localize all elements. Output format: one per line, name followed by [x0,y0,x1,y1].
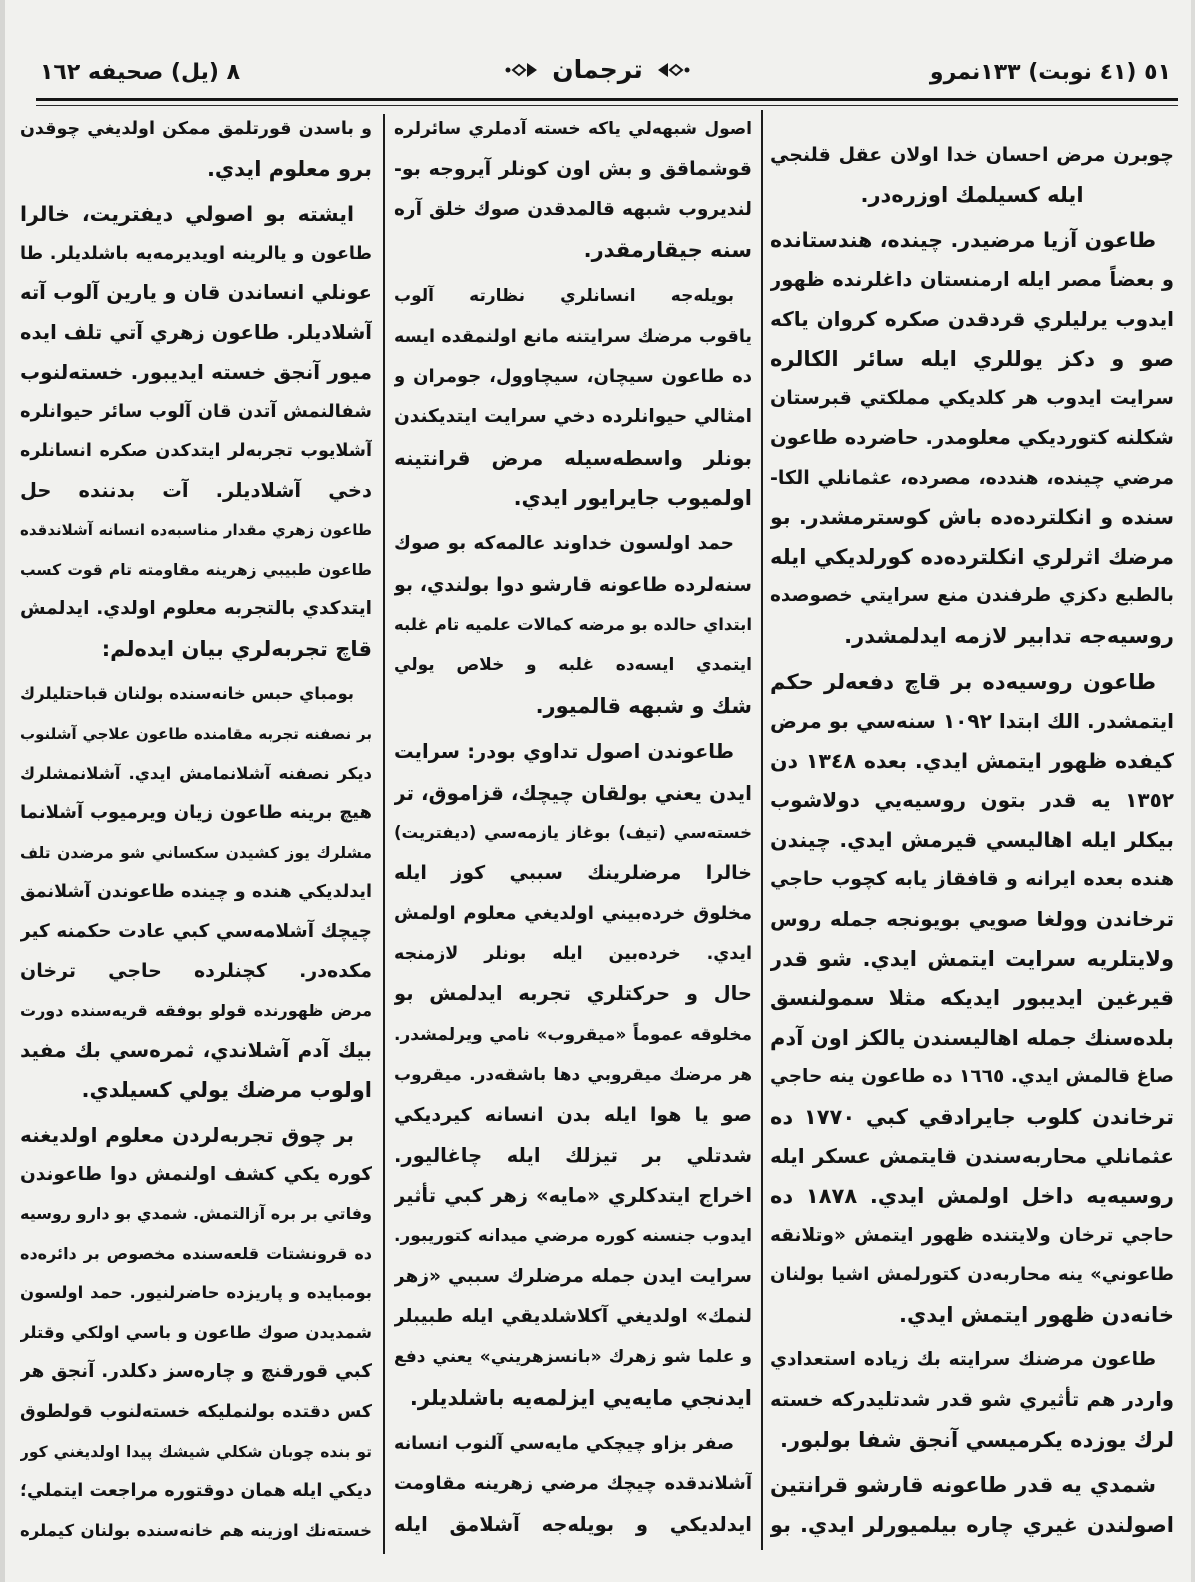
issue-number: ٥١ (٤١ نوبت) ١٣٣نمرو [929,60,1171,85]
text-line: طاعون مرضنك سرايته بك زياده استعدادي [770,1349,1156,1371]
text-line: طاعون زهري مقدار مناسبه‌ده انسانه آشلاندقده [20,521,372,540]
text-line: شفالنمش آتدن قان آلوب سائر حيوانلره [20,400,372,422]
text-line: اولوب مرضك يولي كسيلدي. [81,1077,372,1102]
text-line: شكلنه كتورديكي معلومدر. حاضرده طاعون [770,426,1174,450]
text-line: طاعون طبيبي زهرينه مقاومته تام قوت كسب [20,560,372,579]
text-line: ابتداي حالده بو مرضه كمالات علميه تام غلبه [394,615,752,635]
text-line: مرضك اثرلري انكلترده‌ده كورلديكي ايله [770,544,1174,569]
masthead [0,0,1195,110]
text-line: وفاتي بر بره آزالتمش. شمدي بو دارو روسيه [20,1204,372,1224]
text-line: اصولندن غيري چاره بيلميورلر ايدي. بو [770,1512,1174,1537]
text-line: بونلر واسطه‌سيله مرض قرانتينه [394,445,752,470]
column-rule-left [383,114,385,1554]
text-line: قيرغين ايديبور ايديكه مثلا سمولنسق [770,986,1174,1011]
text-line: لرك يوزده يكرميسي آنجق شفا بولبور. [780,1427,1174,1452]
text-line: بلده‌سنك جمله اهاليسندن يالكز اون آدم [770,1025,1174,1050]
text-line: بويله‌جه انسانلري نظارته آلوب [394,286,734,307]
text-line: صفر بزاو چيچكي مايه‌سي آلنوب انسانه [394,1434,734,1454]
text-line: سنده و انكلترده‌ده باش كوسترمشدر. بو [770,505,1174,530]
text-line: صو و دكز يوللري ايله سائر الكالره [770,346,1174,371]
text-line: سنه‌لرده طاعونه قارشو دوا بولندي، بو [394,573,752,596]
text-line: برو معلوم ايدي. [206,156,372,181]
text-line: مشلرك يوز كشيدن سكساني شو مرضدن تلف [20,843,372,862]
text-line: بومبايده و پاريزده حاضرلنيور. حمد اولسون [20,1283,372,1303]
text-line: طاعون آزيا مرضيدر. چينده، هندستانده [770,228,1156,253]
text-line: طاعون روسيه‌ده بر قاچ دفعه‌لر حكم [770,669,1156,694]
text-line: ترخاندن كلوب جايرادقي كبي ١٧٧٠ ده [770,1104,1174,1129]
text-line: لنمك» اولديغي آكلاشلديقي ايله طبيبلر [394,1305,752,1327]
text-line: ١٣٥٢ يه قدر بتون روسيه‌يي دولاشوب [770,788,1174,813]
text-line: ده طاعون سيچان، سيچاوول، جومران و [394,366,752,388]
text-line: كس دقتده بولنمليكه خسته‌لنوب قولطوق [20,1402,372,1422]
text-line: مكده‌در. كچنلرده حاجي ترخان [20,960,372,983]
text-line: طاعوني» ينه محاربه‌دن كتورلمش اشيا بولنان [770,1264,1174,1286]
masthead-rule-thick [36,98,1178,101]
text-line: بيك آدم آشلاندي، ثمره‌سي بك مفيد [20,1038,372,1063]
text-line: ديكي ايله همان دوقتوره مراجعت ايتملي؛ [20,1481,372,1502]
text-line: ايشته بو اصولي ديفتريت، خالرا [20,202,354,227]
text-line: سرايت ايدن جمله مرضلرك سببي «زهر [394,1265,752,1287]
text-line: سرايت ايدوب هر كلديكي مملكتي قبرستان [770,387,1174,410]
text-line: كوره يكي كشف اولنمش دوا طاعوندن [20,1163,372,1185]
text-line: بر چوق تجربه‌لردن معلوم اولديغنه [20,1123,354,1148]
text-line: اصول شبهه‌لي ياكه خسته آدملري سائرلره [394,119,752,139]
text-line: بر نصفنه تجربه مقامنده طاعون علاجي آشلنوب [20,724,372,743]
text-line: خسته‌سي (تيف) بوغاز يازمه‌سي (ديفتريت) [394,822,752,842]
text-line: قاچ تجربه‌لري بيان ايده‌لم: [101,636,372,661]
text-line: شمدي يه قدر طاعونه قارشو قرانتين [770,1473,1156,1498]
text-line: حاجي ترخان ولايتنده ظهور ايتمش «وتلانقه [770,1224,1174,1246]
text-line: حال و حركتلري تجربه ايدلمش بو [394,982,752,1006]
text-line: كيفده ظهور ايتمش ايدي. بعده ١٣٤٨ دن [770,748,1174,773]
text-line: صو يا هوا ايله بدن انسانه كيرديكي [394,1104,752,1127]
text-line: اولميوب جايرايور ايدي. [513,486,752,511]
text-line: آشلاندقده چيچك مرضي زهرينه مقاومت [394,1473,752,1495]
text-line: شدتلي بر تيزلك ايله چاغاليور. [394,1143,752,1167]
column-rule-right [761,110,763,1550]
text-line: ايتمدي ايسه‌ده غلبه و خلاص يولي [394,655,752,676]
text-line: خانه‌دن ظهور ايتمش ايدي. [898,1302,1174,1327]
scan-edge-left [0,0,5,1582]
text-line: آشلاديلر. طاعون زهري آتي تلف ايده [20,320,372,344]
text-line: ايدوب يرليلري قردقدن صكره كروان ياكه [770,307,1174,332]
text-line: آشلايوب تجربه‌لر ايتدكدن صكره انسانلره [20,441,372,462]
text-line: تو بنده چوبان شكلي شيشك پيدا اولديغني كور [20,1442,372,1461]
text-line: ميور آنجق خسته ايديبور. خسته‌لنوب [20,360,372,385]
text-line: ترخاندن وولغا صويي بويونجه جمله روس [770,906,1174,931]
text-line: ايتدكدي بالتجربه معلوم اولدي. ايدلمش [20,598,372,620]
text-line: كبي قورقنچ و چاره‌سز دكلدر. آنجق هر [20,1361,372,1383]
text-line: ايله كسيلمك اوزره‌در. [860,182,1084,207]
text-line: لنديروب شبهه قالمدقدن صوك خلق آره [394,198,752,220]
article-column-right [770,140,1174,1540]
text-line: و علما شو زهرك «بانسزهريني» يعني دفع [394,1347,752,1368]
text-line: مرضي چينده، هندده، مصرده، عثمانلي الكا- [770,466,1174,489]
text-line: و باسدن قورتلمق ممكن اولديغي چوقدن [20,119,372,139]
text-line: مخلوق خرده‌بيني اولديغي معلوم اولمش [394,902,752,924]
text-line: هيچ برينه طاعون زيان ويرميوب آشلانما [20,802,372,824]
scan-edge-right [1191,0,1195,1582]
text-line: امثالي حيوانلرده دخي سرايت ايتديكندن [394,406,752,428]
text-line: ولايتلريه سرايت ايتمش ايدي. شو قدر [770,946,1174,971]
text-line: ايدلديكي هنده و چينده طاعوندن آشلانمق [20,882,372,903]
text-line: ايدنجي مايه‌يي ايزلمه‌يه باشلديلر. [409,1385,752,1410]
text-line: چيچك آشلامه‌سي كبي عادت حكمنه كير [20,920,372,942]
text-line: عونلي انساندن قان و يارين آلوب آته [20,281,372,305]
text-line: چوبرن مرض احسان خدا اولان عقل قلنجي [770,144,1174,166]
masthead-rule-thin [36,105,1178,106]
text-line: واردر هم تأثيري شو قدر شدتليدركه خسته [770,1387,1174,1411]
text-line: هر مرضك ميقروبي دها باشقه‌در. ميقروب [394,1064,752,1085]
text-line: ديكر نصفنه آشلانمامش ايدي. آشلانمشلرك [20,763,372,783]
text-line: شك و شبهه قالميور. [535,693,752,718]
text-line: خسته‌نك اوزينه هم خانه‌سنده بولنان كيملره [20,1520,372,1540]
text-line: صاغ قالمش ايدي. ١٦٦٥ ده طاعون ينه حاجي [770,1066,1174,1088]
text-line: روسيه‌جه تدابير لازمه ايدلمشدر. [844,623,1174,648]
text-line: ايدن يعني بولقان چيچك، قزاموق، تر [394,780,752,805]
text-line: بيكلر ايله اهاليسي قيرمش ايدي. چيندن [770,827,1174,852]
text-line: ياقوب مرضك سرايتنه مانع اولنمقده ايسه [394,326,752,347]
text-line: ايدلديكي و بويله‌جه آشلامق ايله [394,1512,752,1536]
page-number: ٨ (يل) صحيفه ١٦٢ [40,60,240,85]
text-line: بالطبع دكزي طرفندن منع سرايتي خصوصده [770,585,1174,607]
text-line: عثمانلي محاربه‌سندن قايتمش عسكر ايله [770,1144,1174,1169]
text-line: قوشماقق و بش اون كونلر آيروجه بو- [394,158,752,181]
text-line: مرض ظهورنده قولو بوفقه قريه‌سنده دورت [20,1000,372,1020]
text-line: روسيه‌يه داخل اولمش ايدي. ١٨٧٨ ده [770,1184,1174,1209]
text-line: ده قرونشتات قلعه‌سنده مخصوص بر دائره‌ده [20,1243,372,1263]
text-line: شمديدن صوك طاعون و باسي اولكي وقتلر [20,1322,372,1342]
text-line: سنه جيقارمقدر. [583,238,752,263]
ornament-left-icon [503,60,539,80]
text-line: هنده بعده ايرانه و قافقاز يابه كچوب حاجي [770,868,1174,891]
text-line: بومباي حبس خانه‌سنده بولنان قباحتليلرك [20,684,354,704]
article-column-middle [394,114,752,1540]
text-line: ايتمشدر. الك ابتدا ١٠٩٢ سنه‌سي بو مرض [770,709,1174,734]
text-line: مخلوقه عموماً «ميقروب» نامي ويرلمشدر. [394,1024,752,1045]
text-line: خالرا مرضلرينك سببي كوز ايله [394,862,752,885]
text-line: ايدوب جنسنه كوره مرضي ميدانه كتوريبور. [394,1226,752,1247]
text-line: اخراج ايتدكلري «مايه» زهر كبي تأثير [394,1183,752,1207]
article-column-left [20,114,372,1546]
text-line: طاعون و يالرينه اويديرمه‌يه باشلديلر. طا [20,243,372,264]
newspaper-title: ترجمان [552,55,643,84]
ornament-right-icon [656,60,692,80]
text-line: و بعضاً مصر ايله ارمنستان داغلرنده ظهور [770,267,1174,291]
text-line: دخي آشلاديلر. آت بدننده حل [20,478,372,502]
text-line: حمد اولسون خداوند عالمه‌كه بو صوك [394,533,734,555]
text-line: ايدي. خرده‌بين ايله بونلر لازمنجه [394,943,752,964]
text-line: طاعوندن اصول تداوي بودر: سرايت [394,740,734,764]
